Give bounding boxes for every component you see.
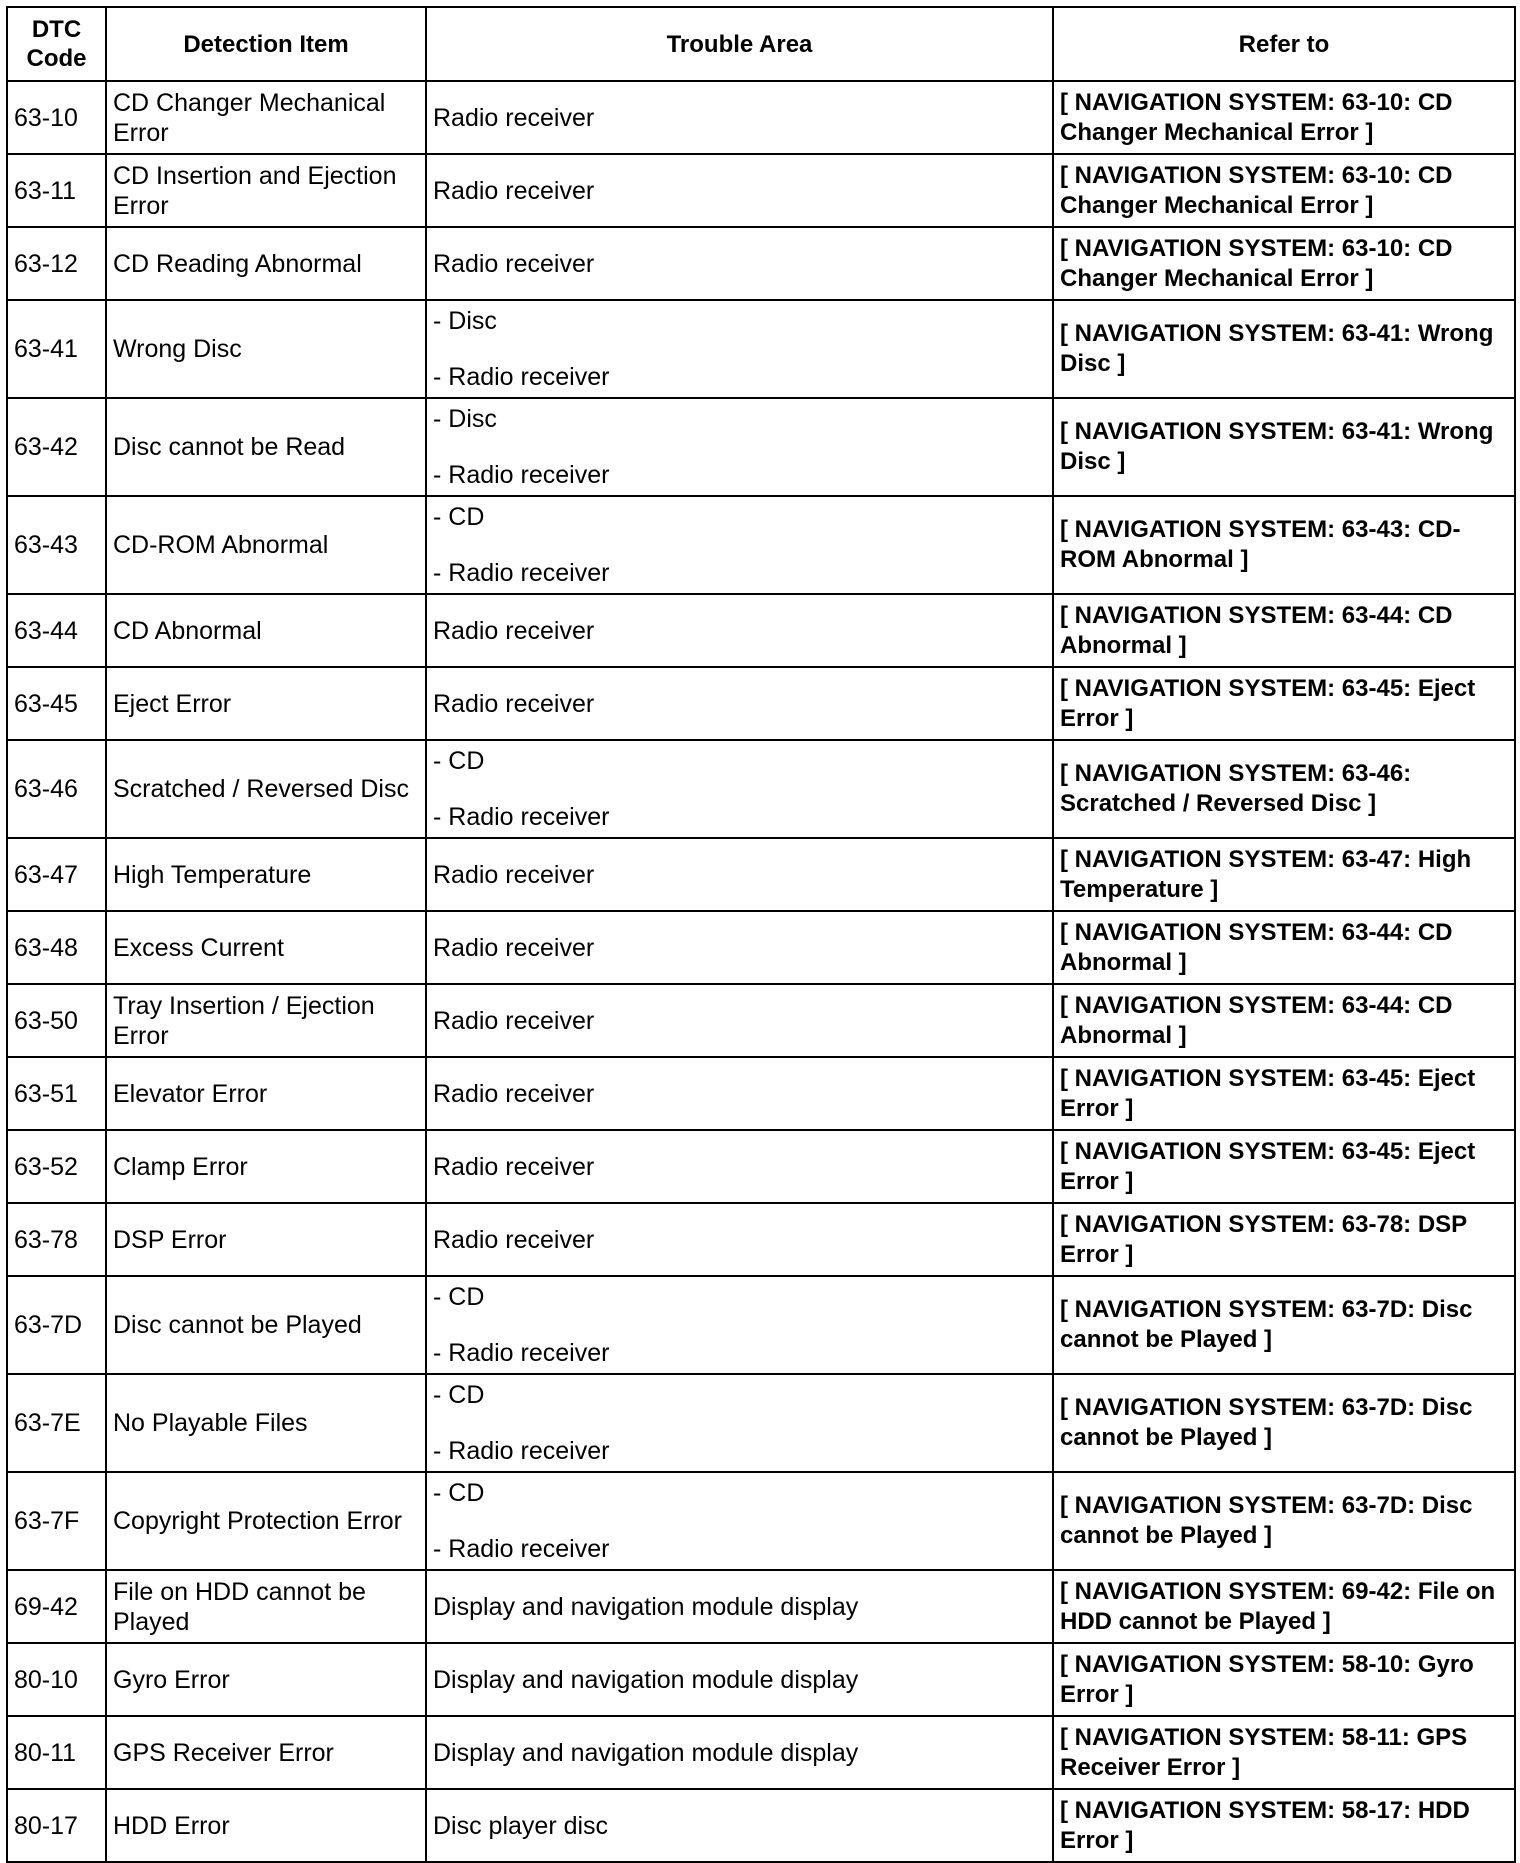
refer-to-link[interactable]: [ NAVIGATION SYSTEM: 69-42: File on HDD cannot be Played ] [1053, 1570, 1515, 1643]
refer-to-link[interactable]: [ NAVIGATION SYSTEM: 63-44: CD Abnormal ] [1053, 911, 1515, 984]
detection-item-cell: Disc cannot be Played [106, 1276, 426, 1374]
dtc-code-cell: 63-47 [7, 838, 106, 911]
dtc-code-cell: 63-12 [7, 227, 106, 300]
trouble-area-item: Radio receiver [433, 1006, 595, 1035]
trouble-area-cell [426, 667, 1053, 740]
dtc-code-cell: 63-45 [7, 667, 106, 740]
dtc-code-cell: 63-52 [7, 1130, 106, 1203]
dtc-code-cell: 80-11 [7, 1716, 106, 1789]
trouble-area-cell [426, 911, 1053, 984]
refer-to-link[interactable]: [ NAVIGATION SYSTEM: 63-78: DSP Error ] [1053, 1203, 1515, 1276]
trouble-area-cell [426, 300, 1053, 398]
refer-to-link[interactable]: [ NAVIGATION SYSTEM: 58-10: Gyro Error ] [1053, 1643, 1515, 1716]
trouble-area-item: Radio receiver [433, 176, 595, 205]
refer-to-link[interactable]: [ NAVIGATION SYSTEM: 63-7D: Disc cannot be Played ] [1053, 1276, 1515, 1374]
detection-item-cell: Eject Error [106, 667, 426, 740]
table-row [7, 594, 1515, 667]
trouble-area-cell [426, 1472, 1053, 1570]
refer-to-link[interactable]: [ NAVIGATION SYSTEM: 63-43: CD-ROM Abnormal ] [1053, 496, 1515, 594]
trouble-area-item: - Radio receiver [433, 363, 610, 391]
table-row [7, 398, 1515, 496]
trouble-area-cell [426, 227, 1053, 300]
detection-item-cell: Excess Current [106, 911, 426, 984]
refer-to-link[interactable]: [ NAVIGATION SYSTEM: 63-10: CD Changer Mechanical Error ] [1053, 154, 1515, 227]
table-row [7, 1203, 1515, 1276]
table-row [7, 496, 1515, 594]
trouble-area-cell [426, 1716, 1053, 1789]
trouble-area-item: Disc player disc [433, 1811, 609, 1840]
dtc-code-cell: 63-46 [7, 740, 106, 838]
trouble-area-item: Display and navigation module display [433, 1738, 859, 1767]
refer-to-link[interactable]: [ NAVIGATION SYSTEM: 63-47: High Temperature ] [1053, 838, 1515, 911]
trouble-area-item: - CD [433, 503, 485, 531]
table-row [7, 1374, 1515, 1472]
detection-item-cell: CD Changer Mechanical Error [106, 81, 426, 154]
trouble-area-cell [426, 1643, 1053, 1716]
dtc-code-cell: 63-50 [7, 984, 106, 1057]
table-row [7, 1716, 1515, 1789]
table-row [7, 227, 1515, 300]
header-refer-to: Refer to [1053, 7, 1515, 81]
trouble-area-item: Radio receiver [433, 103, 595, 132]
dtc-code-cell: 63-42 [7, 398, 106, 496]
detection-item-cell: High Temperature [106, 838, 426, 911]
trouble-area-cell [426, 1789, 1053, 1862]
trouble-area-item: - Radio receiver [433, 1535, 610, 1563]
table-row [7, 667, 1515, 740]
detection-item-cell: Gyro Error [106, 1643, 426, 1716]
trouble-area-item: - CD [433, 1381, 485, 1409]
detection-item-cell: Disc cannot be Read [106, 398, 426, 496]
detection-item-cell: CD Abnormal [106, 594, 426, 667]
detection-item-cell: Scratched / Reversed Disc [106, 740, 426, 838]
dtc-code-cell: 63-7F [7, 1472, 106, 1570]
refer-to-link[interactable]: [ NAVIGATION SYSTEM: 58-11: GPS Receiver Error ] [1053, 1716, 1515, 1789]
trouble-area-cell [426, 1374, 1053, 1472]
refer-to-link[interactable]: [ NAVIGATION SYSTEM: 63-45: Eject Error ] [1053, 667, 1515, 740]
trouble-area-cell [426, 154, 1053, 227]
trouble-area-cell [426, 740, 1053, 838]
detection-item-cell: Tray Insertion / Ejection Error [106, 984, 426, 1057]
dtc-code-cell: 63-7E [7, 1374, 106, 1472]
trouble-area-item: - CD [433, 1479, 485, 1507]
trouble-area-cell [426, 1276, 1053, 1374]
dtc-code-cell: 63-44 [7, 594, 106, 667]
dtc-code-cell: 80-17 [7, 1789, 106, 1862]
detection-item-cell: Elevator Error [106, 1057, 426, 1130]
refer-to-link[interactable]: [ NAVIGATION SYSTEM: 63-41: Wrong Disc ] [1053, 398, 1515, 496]
trouble-area-item: Radio receiver [433, 933, 595, 962]
detection-item-cell: Clamp Error [106, 1130, 426, 1203]
table-row [7, 1276, 1515, 1374]
trouble-area-cell [426, 984, 1053, 1057]
trouble-area-cell [426, 1130, 1053, 1203]
dtc-code-cell: 80-10 [7, 1643, 106, 1716]
dtc-code-cell: 63-41 [7, 300, 106, 398]
trouble-area-cell [426, 398, 1053, 496]
trouble-area-item: Radio receiver [433, 616, 595, 645]
table-row [7, 154, 1515, 227]
trouble-area-cell [426, 81, 1053, 154]
trouble-area-item: - Radio receiver [433, 559, 610, 587]
refer-to-link[interactable]: [ NAVIGATION SYSTEM: 63-46: Scratched / Reversed Disc ] [1053, 740, 1515, 838]
trouble-area-item: - Disc [433, 307, 497, 335]
table-row [7, 1643, 1515, 1716]
trouble-area-cell [426, 1570, 1053, 1643]
refer-to-link[interactable]: [ NAVIGATION SYSTEM: 63-41: Wrong Disc ] [1053, 300, 1515, 398]
refer-to-link[interactable]: [ NAVIGATION SYSTEM: 63-10: CD Changer Mechanical Error ] [1053, 227, 1515, 300]
table-row [7, 1130, 1515, 1203]
dtc-code-cell: 63-10 [7, 81, 106, 154]
trouble-area-item: - Disc [433, 405, 497, 433]
trouble-area-item: Display and navigation module display [433, 1665, 859, 1694]
table-body [7, 81, 1515, 1862]
trouble-area-item: Radio receiver [433, 249, 595, 278]
detection-item-cell: File on HDD cannot be Played [106, 1570, 426, 1643]
refer-to-link[interactable]: [ NAVIGATION SYSTEM: 63-44: CD Abnormal ] [1053, 594, 1515, 667]
trouble-area-item: Radio receiver [433, 1079, 595, 1108]
refer-to-link[interactable]: [ NAVIGATION SYSTEM: 63-45: Eject Error ] [1053, 1130, 1515, 1203]
detection-item-cell: Copyright Protection Error [106, 1472, 426, 1570]
refer-to-link[interactable]: [ NAVIGATION SYSTEM: 63-45: Eject Error ] [1053, 1057, 1515, 1130]
detection-item-cell: CD Reading Abnormal [106, 227, 426, 300]
trouble-area-cell [426, 1057, 1053, 1130]
header-trouble-area: Trouble Area [426, 7, 1053, 81]
trouble-area-item: - CD [433, 747, 485, 775]
detection-item-cell: DSP Error [106, 1203, 426, 1276]
dtc-code-cell: 63-7D [7, 1276, 106, 1374]
detection-item-cell: GPS Receiver Error [106, 1716, 426, 1789]
detection-item-cell: HDD Error [106, 1789, 426, 1862]
table-header-row [7, 7, 1515, 81]
trouble-area-cell [426, 496, 1053, 594]
table-row [7, 838, 1515, 911]
table-row [7, 300, 1515, 398]
trouble-area-item: Radio receiver [433, 1225, 595, 1254]
trouble-area-cell [426, 594, 1053, 667]
dtc-code-cell: 63-11 [7, 154, 106, 227]
trouble-area-cell [426, 1203, 1053, 1276]
trouble-area-item: - Radio receiver [433, 461, 610, 489]
trouble-area-cell [426, 838, 1053, 911]
refer-to-link[interactable]: [ NAVIGATION SYSTEM: 63-44: CD Abnormal ] [1053, 984, 1515, 1057]
detection-item-cell: No Playable Files [106, 1374, 426, 1472]
table-row [7, 1570, 1515, 1643]
dtc-table [6, 6, 1516, 1863]
table-row [7, 1472, 1515, 1570]
table-row [7, 740, 1515, 838]
table-row [7, 984, 1515, 1057]
dtc-code-cell: 63-48 [7, 911, 106, 984]
detection-item-cell: CD-ROM Abnormal [106, 496, 426, 594]
table-row [7, 911, 1515, 984]
refer-to-link[interactable]: [ NAVIGATION SYSTEM: 58-17: HDD Error ] [1053, 1789, 1515, 1862]
trouble-area-item: Radio receiver [433, 1152, 595, 1181]
dtc-code-cell: 63-51 [7, 1057, 106, 1130]
trouble-area-item: Radio receiver [433, 860, 595, 889]
trouble-area-item: Display and navigation module display [433, 1592, 859, 1621]
table-row [7, 81, 1515, 154]
table-row [7, 1789, 1515, 1862]
header-dtc-code: DTC Code [7, 7, 106, 81]
detection-item-cell: Wrong Disc [106, 300, 426, 398]
detection-item-cell: CD Insertion and Ejection Error [106, 154, 426, 227]
dtc-code-cell: 63-78 [7, 1203, 106, 1276]
trouble-area-item: - Radio receiver [433, 1339, 610, 1367]
refer-to-link[interactable]: [ NAVIGATION SYSTEM: 63-10: CD Changer Mechanical Error ] [1053, 81, 1515, 154]
table-row [7, 1057, 1515, 1130]
trouble-area-item: - Radio receiver [433, 1437, 610, 1465]
dtc-code-cell: 63-43 [7, 496, 106, 594]
trouble-area-item: Radio receiver [433, 689, 595, 718]
trouble-area-item: - Radio receiver [433, 803, 610, 831]
refer-to-link[interactable]: [ NAVIGATION SYSTEM: 63-7D: Disc cannot be Played ] [1053, 1374, 1515, 1472]
refer-to-link[interactable]: [ NAVIGATION SYSTEM: 63-7D: Disc cannot be Played ] [1053, 1472, 1515, 1570]
trouble-area-item: - CD [433, 1283, 485, 1311]
header-detection-item: Detection Item [106, 7, 426, 81]
dtc-code-cell: 69-42 [7, 1570, 106, 1643]
